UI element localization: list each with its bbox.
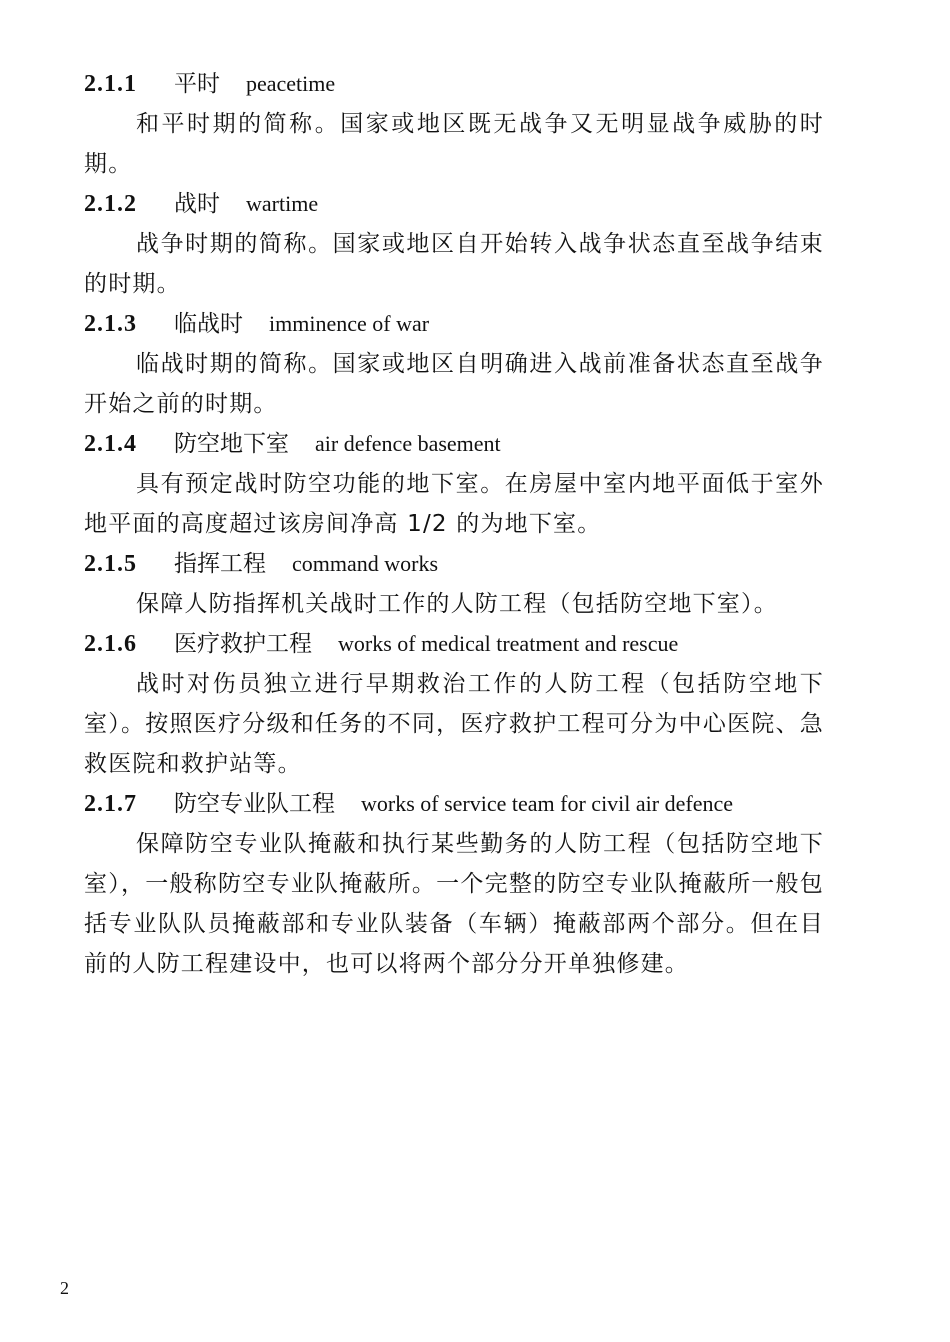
term-entry-2-1-5	[84, 544, 824, 624]
page-number: 2	[60, 1278, 69, 1298]
term-number: 2.1.3	[84, 311, 137, 337]
term-entry-2-1-1	[84, 64, 824, 184]
term-heading	[84, 184, 824, 224]
term-english: imminence of war	[269, 311, 430, 336]
term-heading	[84, 64, 824, 104]
term-number: 2.1.6	[84, 631, 137, 657]
term-chinese: 指挥工程	[174, 551, 266, 577]
term-entry-2-1-3	[84, 304, 824, 424]
term-entry-2-1-6	[84, 624, 824, 784]
terms-section	[84, 64, 824, 984]
term-definition: 战争时期的简称。国家或地区自开始转入战争状态直至战争结束的时期。	[84, 231, 824, 297]
term-heading	[84, 624, 824, 664]
term-number: 2.1.7	[84, 791, 137, 817]
term-entry-2-1-2	[84, 184, 824, 304]
term-english: air defence basement	[315, 431, 501, 456]
term-heading	[84, 424, 824, 464]
term-chinese: 医疗救护工程	[174, 631, 312, 657]
term-chinese: 战时	[174, 191, 220, 217]
term-definition: 和平时期的简称。国家或地区既无战争又无明显战争威胁的时期。	[84, 111, 824, 177]
term-number: 2.1.5	[84, 551, 137, 577]
term-definition: 临战时期的简称。国家或地区自明确进入战前准备状态直至战争开始之前的时期。	[84, 351, 824, 417]
term-chinese: 防空专业队工程	[174, 791, 335, 817]
term-number: 2.1.4	[84, 431, 137, 457]
term-definition: 保障人防指挥机关战时工作的人防工程（包括防空地下室）。	[136, 591, 778, 617]
term-chinese: 临战时	[174, 311, 243, 337]
term-english: works of medical treatment and rescue	[338, 631, 679, 656]
term-heading	[84, 784, 824, 824]
term-number: 2.1.2	[84, 191, 137, 217]
term-english: wartime	[246, 191, 319, 216]
term-english: peacetime	[246, 71, 336, 96]
term-heading	[84, 304, 824, 344]
term-heading	[84, 544, 824, 584]
term-english: works of service team for civil air defence	[361, 791, 733, 816]
term-definition: 保障防空专业队掩蔽和执行某些勤务的人防工程（包括防空地下室），一般称防空专业队掩蔽所。一个完整的防空专业队掩蔽所一般包括专业队队员掩蔽部和专业队装备（车辆）掩蔽部两个部分。但在目前的人防工程建设中，也可以将两个部分分开单独修建。	[84, 831, 824, 977]
term-definition: 战时对伤员独立进行早期救治工作的人防工程（包括防空地下室）。按照医疗分级和任务的不同，医疗救护工程可分为中心医院、急救医院和救护站等。	[84, 671, 824, 777]
term-chinese: 防空地下室	[174, 431, 289, 457]
term-chinese: 平时	[174, 71, 220, 97]
term-number: 2.1.1	[84, 71, 137, 97]
term-definition: 具有预定战时防空功能的地下室。在房屋中室内地平面低于室外地平面的高度超过该房间净高 1/2 的为地下室。	[84, 471, 824, 537]
term-english: command works	[292, 551, 439, 576]
term-entry-2-1-7	[84, 784, 824, 984]
term-entry-2-1-4	[84, 424, 824, 544]
